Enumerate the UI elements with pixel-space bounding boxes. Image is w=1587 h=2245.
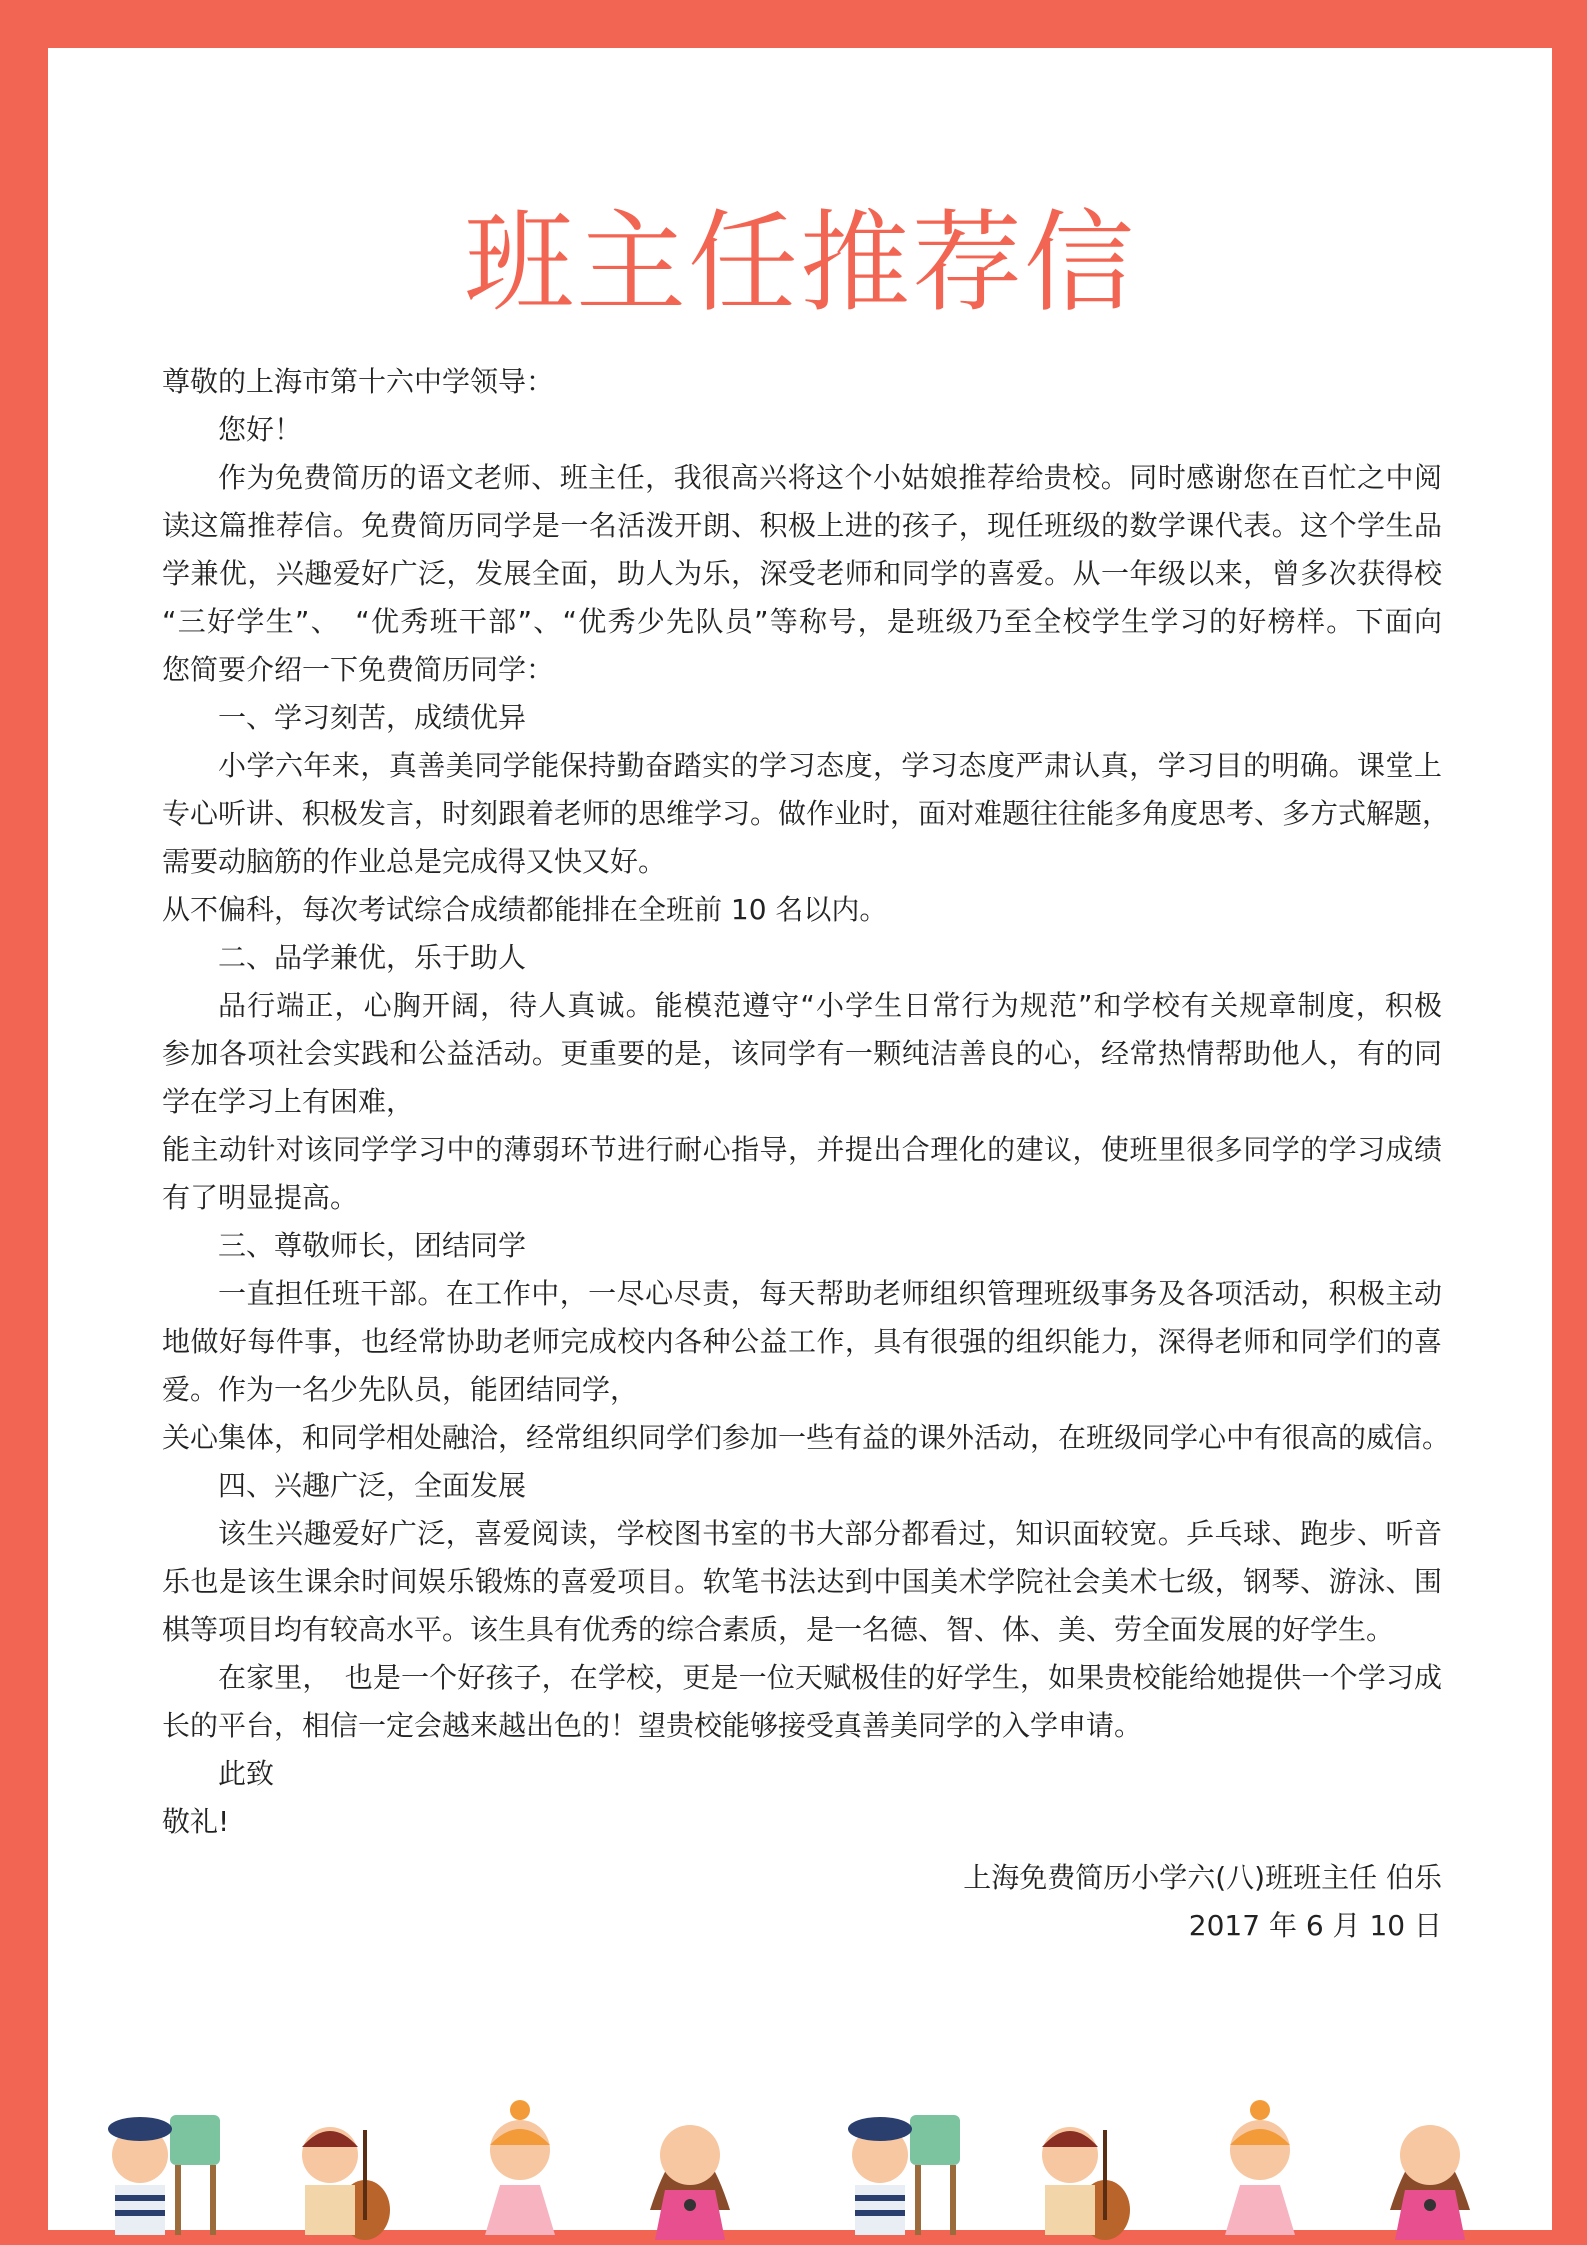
greeting: 您好！ [218,413,303,446]
paragraph-line: 该生兴趣爱好广泛，喜爱阅读，学校图书室的书大部分都看过，知识面较宽。乒乓球、跑步、听音 [218,1517,1442,1550]
paragraph-line: 作为免费简历的语文老师、班主任，我很高兴将这个小姑娘推荐给贵校。同时感谢您在百忙之中阅 [218,461,1442,494]
paragraph-line: 爱。作为一名少先队员，能团结同学， [162,1373,639,1406]
paragraph-line: 乐也是该生课余时间娱乐锻炼的喜爱项目。软笔书法达到中国美术学院社会美术七级，钢琴、游泳、围 [162,1565,1442,1598]
singer-child-icon [650,2125,730,2240]
painter-child-icon [848,2115,960,2235]
page-title: 班主任推荐信 [464,199,1136,327]
paragraph-line: 学在学习上有困难， [162,1085,415,1118]
paragraph-line: 小学六年来，真善美同学能保持勤奋踏实的学习态度，学习态度严肃认真，学习目的明确。课堂上 [218,749,1442,782]
paragraph-line: 关心集体，和同学相处融洽，经常组织同学们参加一些有益的课外活动，在班级同学心中有很高的威信。 [162,1421,1451,1454]
date: 2017 年 6 月 10 日 [1188,1909,1442,1942]
singer-child-icon [1390,2125,1470,2240]
paragraph-line: 在家里， 也是一个好孩子，在学校，更是一位天赋极佳的好学生，如果贵校能给她提供一个学习成 [218,1661,1442,1694]
section-heading: 三、尊敬师长，团结同学 [218,1229,527,1262]
section-heading: 二、品学兼优，乐于助人 [218,941,527,974]
paragraph-line: 您简要介绍一下免费简历同学： [162,653,555,686]
letter-body [162,358,1451,1950]
paragraph-line: 参加各项社会实践和公益活动。更重要的是，该同学有一颗纯洁善良的心，经常热情帮助他人，有的同 [162,1037,1442,1070]
violinist-child-icon [302,2127,390,2240]
paragraph-line: 专心听讲、积极发言，时刻跟着老师的思维学习。做作业时，面对难题往往能多角度思考、多方式解题， [162,797,1451,830]
paragraph-line: 读这篇推荐信。免费简历同学是一名活泼开朗、积极上进的孩子，现任班级的数学课代表。这个学生品 [162,509,1442,542]
violinist-child-icon [1042,2127,1130,2240]
paragraph-line: 学兼优，兴趣爱好广泛，发展全面，助人为乐，深受老师和同学的喜爱。从一年级以来，曾多次获得校 [162,557,1442,590]
paragraph-line: 品行端正，心胸开阔，待人真诚。能模范遵守“小学生日常行为规范”和学校有关规章制度，积极 [218,989,1442,1022]
paragraph-line: 棋等项目均有较高水平。该生具有优秀的综合素质，是一名德、智、体、美、劳全面发展的好学生。 [162,1613,1395,1646]
regards: 敬礼! [162,1805,230,1838]
children-group [108,2100,730,2240]
dancer-child-icon [1225,2100,1295,2235]
paragraph-line: “三好学生”、 “优秀班干部”、“优秀少先队员”等称号，是班级乃至全校学生学习的好榜样。下面向 [162,605,1442,638]
closing: 此致 [218,1757,275,1790]
section-heading: 一、学习刻苦，成绩优异 [218,701,527,734]
paragraph-line: 长的平台，相信一定会越来越出色的！望贵校能够接受真善美同学的入学申请。 [162,1709,1143,1742]
paragraph-line: 需要动脑筋的作业总是完成得又快又好。 [162,845,667,878]
paragraph-line: 有了明显提高。 [162,1181,359,1214]
children-group [848,2100,1470,2240]
paragraph-line: 从不偏科，每次考试综合成绩都能排在全班前 10 名以内。 [162,893,888,926]
signature: 上海免费简历小学六(八)班班主任 伯乐 [963,1861,1442,1894]
paragraph-line: 一直担任班干部。在工作中，一尽心尽责，每天帮助老师组织管理班级事务及各项活动，积极主动 [218,1277,1442,1310]
salutation: 尊敬的上海市第十六中学领导： [162,365,555,398]
children-illustration [0,2035,1587,2245]
letter-page [48,48,1552,2245]
dancer-child-icon [485,2100,555,2235]
painter-child-icon [108,2115,220,2235]
paragraph-line: 地做好每件事，也经常协助老师完成校内各种公益工作，具有很强的组织能力，深得老师和同学们的喜 [162,1325,1442,1358]
paragraph-line: 能主动针对该同学学习中的薄弱环节进行耐心指导，并提出合理化的建议，使班里很多同学的学习成绩 [162,1133,1442,1166]
section-heading: 四、兴趣广泛，全面发展 [218,1469,527,1502]
